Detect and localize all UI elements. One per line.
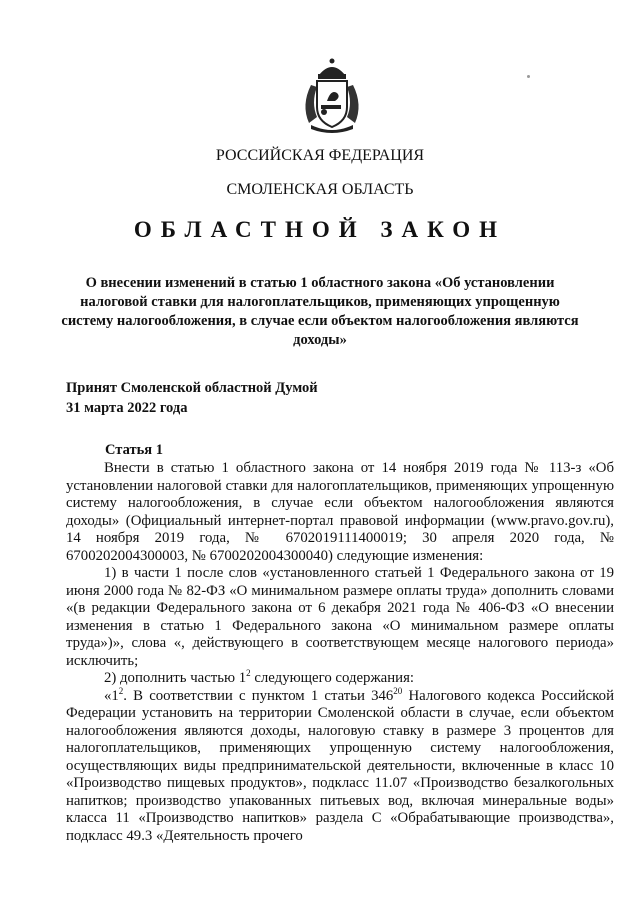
- adoption-info: [66, 378, 318, 418]
- article-intro: Внести в статью 1 областного закона от 14 ноября 2019 года № 113-з «Об установлении налоговой ставки для налогоплательщиков, применяющих упрощенную систему налогообложения, в случае если объектом налогообложения являются доходы» (Официальный интернет-портал правовой информации (www.pravo.gov.ru), 14 ноября 2019 года, № 6702019111400019; 30 апреля 2020 года, № 6700202004300003, № 6700202004300040) следующие изменения:: [66, 460, 614, 564]
- article-item-1: 1) в части 1 после слов «установленного статьей 1 Федерального закона от 19 июня 2000 года № 82-ФЗ «О минимальном размере оплаты труда» дополнить словами «(в редакции Федерального закона от 6 декабря 2021 года № 406-ФЗ «О внесении изменения в статью 1 Федерального закона «О минимальном размере оплаты труда»)», слова «, действующего в соответствующем месяце налогового периода» исключить;: [66, 565, 614, 669]
- scan-speck: [527, 75, 530, 78]
- document-type: ОБЛАСТНОЙ ЗАКОН: [133, 217, 507, 242]
- smolensk-coat-of-arms-icon: [297, 55, 367, 135]
- article-quote: «$1^2$. В соответствии с пунктом 1 статьи $346^{20}$ Налогового кодекса Российской Федерации установить на территории Смоленской области в случае, если объектом налогообложения являются доходы, налоговую ставку в размере 3 процентов для налогоплательщиков, применяющих упрощенную систему налогообложения, осуществляющих виды предпринимательской деятельности, включенные в класс 10 «Производство пищевых продуктов», подкласс 11.07 «Производство безалкогольных напитков; производство упакованных питьевых вод, включая минеральные воды» класса 11 «Производство напитков» раздела С «Обрабатывающие производства», подкласс 49.3 «Деятельность прочего: [66, 685, 614, 844]
- adopted-by: Принят Смоленской областной Думой: [66, 380, 318, 396]
- article-body: [66, 460, 614, 845]
- article-item-2: 2) дополнить частью $1^2$ следующего содержания:: [104, 668, 414, 686]
- country-name: РОССИЙСКАЯ ФЕДЕРАЦИЯ: [215, 147, 425, 164]
- article-heading: Статья 1: [105, 442, 163, 458]
- adopted-date: 31 марта 2022 года: [66, 400, 188, 416]
- law-title: О внесении изменений в статью 1 областного закона «Об установлении налоговой ставки для налогоплательщиков, применяющих упрощенную систему налогообложения, в случае если объектом налогообложения являются доходы»: [61, 275, 579, 348]
- region-name: СМОЛЕНСКАЯ ОБЛАСТЬ: [226, 181, 414, 198]
